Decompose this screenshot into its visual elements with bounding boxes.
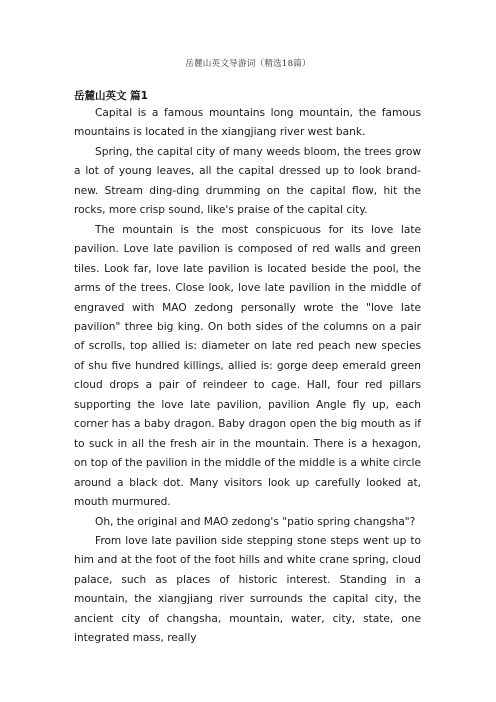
body-paragraph: From love late pavilion side stepping stone steps went up to him and at the foot of the foot hills and white crane spring, cloud palace, such as places of historic interest. Standing in a mountain, the xiangjiang river surrounds the capital city, the ancient city of changsha, mountain, water, city, state, one integrated mass, really — [74, 534, 421, 645]
document-header: 岳麓山英文导游词（精选18篇） — [185, 59, 311, 69]
section-heading: 岳麓山英文 篇1 — [74, 90, 148, 102]
body-paragraph: Spring, the capital city of many weeds bloom, the trees grow a lot of young leaves, all the capital dressed up to look brand-new. Stream ding-ding drumming on the capital flow, hit the rocks, more crisp sound, like's praise of the capital city. — [74, 145, 421, 217]
document-body — [74, 104, 421, 649]
body-paragraph: Capital is a famous mountains long mountain, the famous mountains is located in the xiangjiang river west bank. — [74, 107, 421, 139]
body-paragraph: The mountain is the most conspicuous for its love late pavilion. Love late pavilion is composed of red walls and green tiles. Look far, love late pavilion is located beside the pool, the arms of the trees. Close look, love late pavilion in the middle of engraved with MAO zedong personally wrote the "love late pavilion" three big king. On both sides of the columns on a pair of scrolls, top allied is: diameter on late red peach new species of shu five hundred killings, allied is: gorge deep emerald green cloud drops a pair of reindeer to cage. Hall, four red pillars supporting the love late pavilion, pavilion Angle fly up, each corner has a baby dragon. Baby dragon open the big mouth as if to suck in all the fresh air in the mountain. There is a hexagon, on top of the pavilion in the middle of the middle is a white circle around a black dot. Many visitors look up carefully looked at, mouth murmured. — [74, 223, 421, 509]
body-paragraph: Oh, the original and MAO zedong's "patio spring changsha"? — [95, 515, 416, 528]
